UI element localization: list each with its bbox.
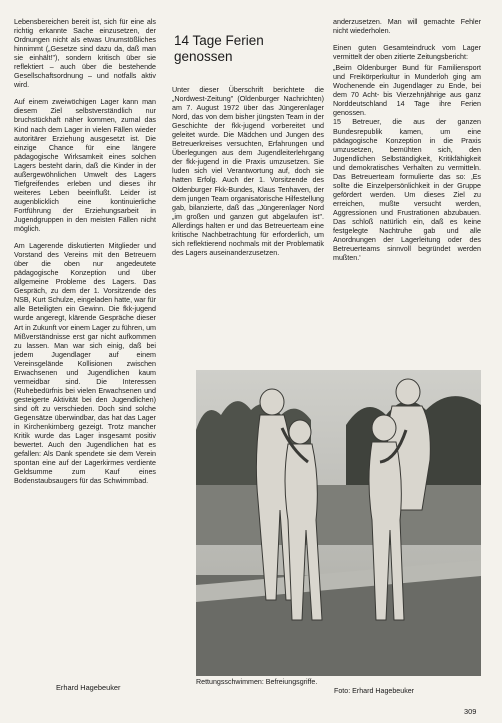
author-signature: Erhard Hagebeuker <box>56 683 121 692</box>
paragraph: Lebensbereichen bereit ist, sich für eine als richtig erkannte Sache einzusetzen, der Ordnungen nicht als etwas Unumstößliches hinnimmt („Gesetze sind dazu da, daß man sie einhält!"), sondern kritisch über sie reflektiert – auch über die bestehende Gesellschaftsordnung – und notfalls aktiv wird. <box>14 18 156 90</box>
photo-credit: Foto: Erhard Hagebeuker <box>334 687 415 695</box>
page-number: 309 <box>464 707 477 716</box>
paragraph: Auf einem zweiwöchigen Lager kann man diesem Ziel selbstverständlich nur bruchstückhaft näher kommen, zumal das Kind nach dem Lager in vielen Fällen wieder autoritärer Erziehung ausgesetzt ist. Die einzige Chance für eine längere pädagogische Wirksamkeit eines solchen Lagers besteht darin, daß die Kinder in der außergewöhnlichen Umwelt des Lagers Tiefgreifendes erleben und dieses ihr weiteres Leben beeinflußt. Leider ist augenblicklich eine kontinuierliche Fortführung der Erziehungsarbeit in Jugendgruppen in den meisten Fällen nicht möglich. <box>14 98 156 234</box>
paragraph: „Beim Oldenburger Bund für Familiensport und Freikörperkultur in Munderloh ging am Wochenende ein Jugendlager zu Ende, bei dem 70 Acht- bis Vierzehnjährige aus ganz Norddeutschland 14 Tage ihre Ferien genossen. <box>333 64 481 118</box>
paragraph: 15 Betreuer, die aus der ganzen Bundesrepublik kamen, um eine pädagogische Konzeption in die Praxis umzusetzen, bemühten sich, den Jugendlichen Selbständigkeit, Kritikfähigkeit und demokratisches Verhalten zu vermitteln. Das Betreuerteam formulierte das so: ‚Es sollte die Einzelpersönlichkeit in der Gruppe gefördert werden. Um dieses Ziel zu erreichen, mußte versucht werden, Aggressionen und Frustrationen abzubauen. Das schloß natürlich ein, daß es keine festgelegte Nachtruhe gab und alle Anordnungen der Lagerleitung oder des Betreuerteams sinnvoll begründet werden mußten.' <box>333 118 481 263</box>
article-title: 14 Tage Ferien genossen <box>174 33 264 64</box>
article-photo <box>196 370 481 676</box>
article-column-1 <box>14 18 156 494</box>
photo-caption: Rettungsschwimmen: Befreiungsgriffe. <box>196 678 318 686</box>
paragraph: anderzusetzen. Man will gemachte Fehler nicht wiederholen. <box>333 18 481 36</box>
article-column-2 <box>172 86 324 266</box>
paragraph: Unter dieser Überschrift berichtete die „Nordwest-Zeitung" (Oldenburger Nachrichten) am 7. August 1972 über das Jüngerenlager Nord, das von dem bisher jüngsten Team in der Geschichte der fkk-jugend vorbereitet und geleitet wurde. Die Mädchen und Jungen des Betreuerkreises versuchten, Erfahrungen und Überlegungen aus dem Jugendleiterlehrgang der fkk-jugend in die Praxis umzusetzen. Sie luden sich viel Verantwortung auf, doch sie hatten Erfolg. Auch der 1. Vorsitzende des Oldenburger Fkk-Bundes, Klaus Tenhaven, der dem jungen Team organisatorische Hilfestellung gab, bilanzierte, daß das „Jüngerenlager Nord „im großen und ganzen gut abgelaufen ist". Allerdings halten er und das Betreuerteam eine kritische Nachbetrachtung für erforderlich, um sich reflektierend nochmals mit der Problematik des Lagers auseinanderzusetzen. <box>172 86 324 257</box>
paragraph: Am Lagerende diskutierten Mitglieder und Vorstand des Vereins mit den Betreuern über die oben nur angedeutete pädagogische Konzeption und über allgemeine Probleme des Lagers. Das Gespräch, zu dem der 1. Vorsitzende des NSB, Kurt Schulze, eingeladen hatte, war für alle Beteiligten ein Gewinn. Die fkk-jugend wurde angeregt, klärende Gespräche dieser Art in Zukunft vor einem Lager zu führen, um Mißverständnisse erst gar nicht aufkommen zu lassen. Man war sich einig, daß bei jedem Jugendlager auf einem Vereinsgelände Kollisionen zwischen Erwachsenen und Jugendlichen kaum vermeidbar sind. Die Interessen (Ruhebedürfnis bei vielen Erwachsenen und gesteigerte Aktivität bei den Jugendlichen) sind oft zu verschieden. Doch sind solche Gegensätze überwindbar, das hat das Lager in Kirchenkirnberg gezeigt. Trotz mancher Kritik wurde das Lager insgesamt positiv bewertet. Auch den Jugendlichen hat es gefallen: Als Dank spendete sie dem Verein spontan eine auf der Lagerkirmes verdiente Geldsumme zum Kauf eines Bodenstaubsaugers für das Schwimmbad. <box>14 242 156 486</box>
paragraph: Einen guten Gesamteindruck vom Lager vermittelt der oben zitierte Zeitungsbericht: <box>333 44 481 62</box>
article-column-3 <box>333 18 481 271</box>
